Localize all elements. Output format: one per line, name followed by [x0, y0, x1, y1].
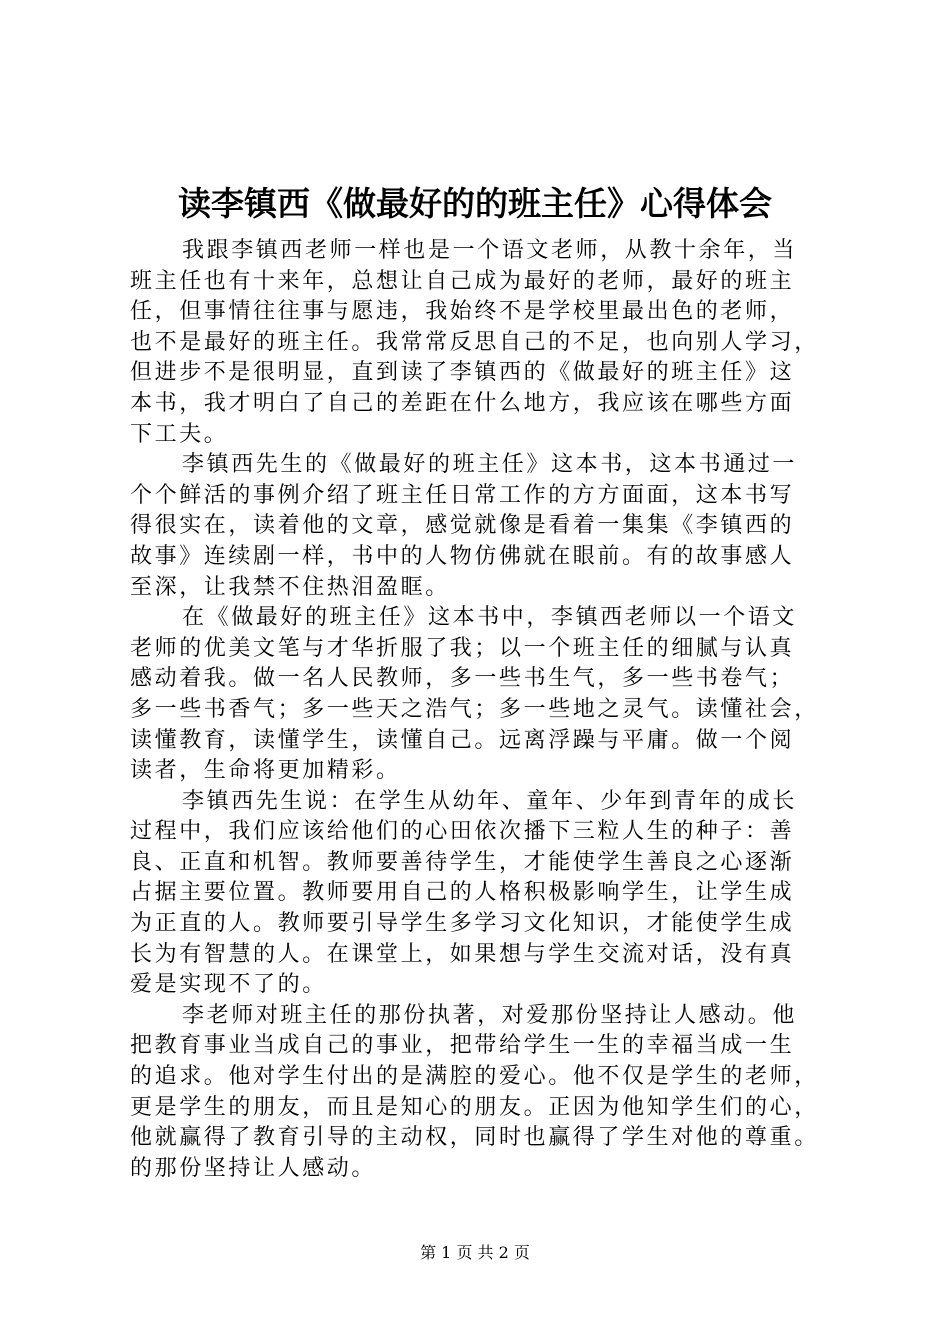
paragraph-line: 读懂教育，读懂学生，读懂自己。远离浮躁与平庸。做一个阅	[130, 727, 795, 753]
paragraph-line: 良、正直和机智。教师要善待学生，才能使学生善良之心逐渐	[130, 849, 795, 875]
paragraph-line: 本书，我才明白了自己的差距在什么地方，我应该在哪些方面	[130, 390, 795, 416]
paragraph-line: 把教育事业当成自己的事业，把带给学生一生的幸福当成一生	[130, 1033, 795, 1059]
paragraph-line: 老师的优美文笔与才华折服了我；以一个班主任的细腻与认真	[130, 635, 795, 661]
page-footer: 第 1 页 共 2 页	[420, 1243, 530, 1262]
paragraph-line: 李老师对班主任的那份执著，对爱那份坚持让人感动。他	[182, 1002, 798, 1028]
paragraph-line: 为正直的人。教师要引导学生多学习文化知识，才能使学生成	[130, 911, 795, 937]
paragraph-line: 我跟李镇西老师一样也是一个语文老师，从教十余年，当	[182, 238, 798, 263]
paragraph-line: 感动着我。做一名人民教师，多一些书生气，多一些书卷气；	[130, 666, 795, 692]
paragraph-line: 过程中，我们应该给他们的心田依次播下三粒人生的种子：善	[130, 819, 795, 845]
paragraph-line: 的追求。他对学生付出的是满腔的爱心。他不仅是学生的老师，	[130, 1064, 819, 1090]
paragraph-line: 也不是最好的班主任。我常常反思自己的不足，也向别人学习，	[130, 329, 819, 355]
document-title: 读李镇西《做最好的的班主任》心得体会	[178, 184, 772, 223]
paragraph-line: 更是学生的朋友，而且是知心的朋友。正因为他知学生们的心，	[130, 1094, 819, 1120]
paragraph-line: 长为有智慧的人。在课堂上，如果想与学生交流对话，没有真	[130, 941, 795, 967]
paragraph-line: 但进步不是很明显，直到读了李镇西的《做最好的班主任》这	[130, 360, 795, 386]
document-body	[130, 236, 846, 1184]
paragraph-line: 任，但事情往往事与愿违，我始终不是学校里最出色的老师，	[130, 299, 795, 325]
paragraph-line: 读者，生命将更加精彩。	[130, 758, 401, 784]
paragraph-line: 个个鲜活的事例介绍了班主任日常工作的方方面面，这本书写	[130, 482, 795, 508]
paragraph-line: 在《做最好的班主任》这本书中，李镇西老师以一个语文	[182, 605, 798, 631]
paragraph-line: 故事》连续剧一样，书中的人物仿佛就在眼前。有的故事感人	[130, 543, 795, 569]
paragraph-line: 爱是实现不了的。	[130, 972, 327, 998]
paragraph-line: 下工夫。	[130, 421, 229, 447]
paragraph-line: 班主任也有十来年，总想让自己成为最好的老师，最好的班主	[130, 268, 795, 294]
paragraph-line: 多一些书香气；多一些天之浩气；多一些地之灵气。读懂社会，	[130, 696, 819, 722]
paragraph-line: 他就赢得了教育引导的主动权，同时也赢得了学生对他的尊重。	[130, 1125, 819, 1151]
paragraph-line: 的那份坚持让人感动。	[130, 1155, 377, 1181]
paragraph-line: 至深，让我禁不住热泪盈眶。	[130, 574, 450, 600]
paragraph-line: 占据主要位置。教师要用自己的人格积极影响学生，让学生成	[130, 880, 795, 906]
paragraph-line: 得很实在，读着他的文章，感觉就像是看着一集集《李镇西的	[130, 513, 795, 539]
paragraph-line: 李镇西先生说：在学生从幼年、童年、少年到青年的成长	[182, 788, 798, 814]
paragraph-line: 李镇西先生的《做最好的班主任》这本书，这本书通过一	[182, 452, 798, 478]
